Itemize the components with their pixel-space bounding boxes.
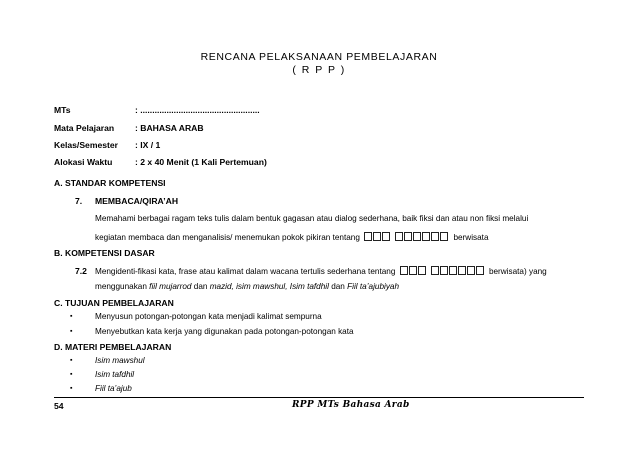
text-run: menggunakan — [95, 282, 150, 291]
section-b-heading: B. KOMPETENSI DASAR — [54, 248, 155, 258]
class-semester-label: Kelas/Semester — [54, 140, 119, 150]
material-item: Fiil ta’ajub — [95, 384, 132, 393]
bullet-icon: ▪ — [70, 371, 73, 378]
term-list: mazid, isim mawshul, Isim tafdhil — [209, 282, 329, 291]
document-subtitle: ( R P P ) — [292, 64, 346, 76]
term-fiil-mujarrod: fiil mujarrod — [149, 282, 192, 291]
section-d-heading: D. MATERI PEMBELAJARAN — [54, 342, 172, 352]
footer-divider — [54, 397, 584, 398]
section-b-text-line1-start: Mengidenti-fikasi kata, frase atau kalimat dalam wacana tertulis sederhana tentang — [95, 267, 396, 276]
text-run: dan — [328, 282, 348, 291]
text-run: dan — [191, 282, 210, 291]
section-b-item-number: 7.2 — [75, 266, 87, 276]
section-a-text-line2-start: kegiatan membaca dan menganalisis/ menemukan pokok pikiran tentang — [95, 233, 360, 242]
section-a-item-title: MEMBACA/QIRA’AH — [95, 196, 179, 206]
section-a-item-number: 7. — [75, 196, 83, 206]
section-a-text-line2-end: berwisata — [453, 233, 489, 242]
time-allocation-label: Alokasi Waktu — [54, 157, 113, 167]
bullet-icon: ▪ — [70, 385, 73, 392]
subject-label: Mata Pelajaran — [54, 123, 115, 133]
section-a-heading: A. STANDAR KOMPETENSI — [54, 178, 166, 188]
section-a-text-line2 — [95, 232, 489, 244]
material-item: Isim tafdhil — [95, 370, 135, 379]
class-semester-value: : IX / 1 — [135, 140, 161, 150]
objective-item: Menyusun potongan-potongan kata menjadi kalimat sempurna — [95, 312, 322, 321]
section-c-heading: C. TUJUAN PEMBELAJARAN — [54, 298, 174, 308]
subject-value: : BAHASA ARAB — [135, 123, 204, 133]
material-item: Isim mawshul — [95, 356, 145, 365]
bullet-icon: ▪ — [70, 357, 73, 364]
school-label: MTs — [54, 105, 71, 115]
section-b-text-line1 — [95, 266, 547, 278]
section-b-text-line2 — [95, 281, 399, 292]
term-fiil-taajubiyah: Fiil ta’ajubiyah — [347, 282, 400, 291]
bullet-icon: ▪ — [70, 313, 73, 320]
section-b-text-line1-end: berwisata) yang — [488, 267, 547, 276]
bullet-icon: ▪ — [70, 328, 73, 335]
footer-title: RPP MTs Bahasa Arab — [292, 400, 410, 410]
page-number: 54 — [54, 401, 64, 411]
document-title: RENCANA PELAKSANAAN PEMBELAJARAN — [200, 51, 438, 63]
arabic-glyphs-icon — [400, 266, 485, 278]
school-value: : .................................................. — [135, 105, 260, 115]
time-allocation-value: : 2 x 40 Menit (1 Kali Pertemuan) — [135, 157, 267, 167]
arabic-glyphs-icon — [364, 232, 449, 244]
objective-item: Menyebutkan kata kerja yang digunakan pada potongan-potongan kata — [95, 327, 354, 336]
section-a-text-line1: Memahami berbagai ragam teks tulis dalam bentuk gagasan atau dialog sederhana, baik fiksi dan atau non fiksi melalui — [95, 214, 529, 223]
